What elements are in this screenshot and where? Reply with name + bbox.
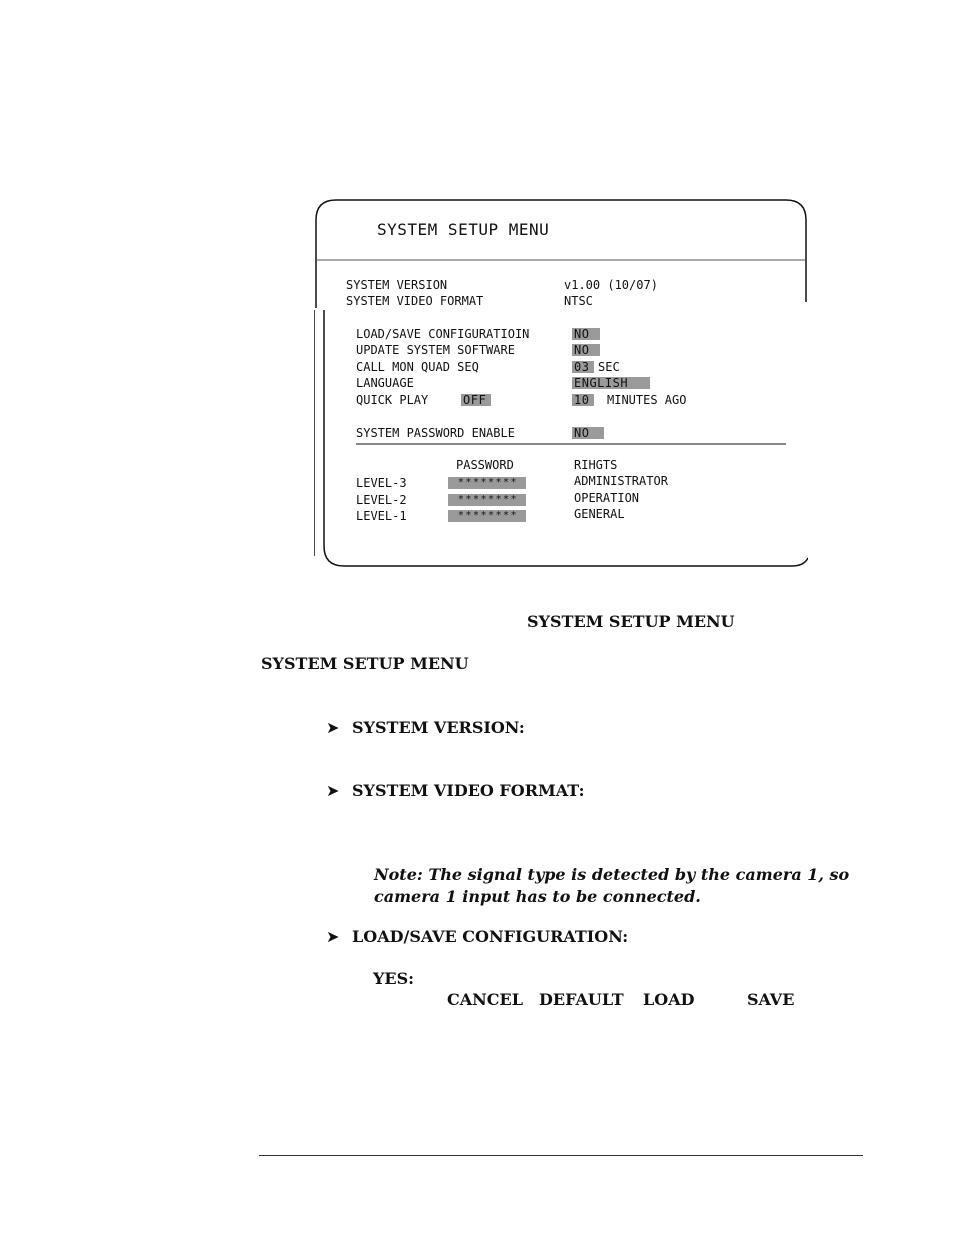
language-label: LANGUAGE [356, 376, 414, 390]
level-1-rights: GENERAL [574, 507, 625, 521]
update-software-label: UPDATE SYSTEM SOFTWARE [356, 343, 515, 357]
load-save-label: LOAD/SAVE CONFIGURATIOIN [356, 327, 530, 341]
password-enable-value[interactable]: NO [572, 427, 604, 439]
video-format-label: SYSTEM VIDEO FORMAT [346, 294, 484, 308]
level-1-password[interactable]: ******** [448, 510, 526, 522]
arrow-bullet-icon: ➤ [326, 927, 340, 946]
level-3-password[interactable]: ******** [448, 477, 526, 489]
system-version-value: v1.00 (10/07) [564, 278, 658, 292]
section-intro: SYSTEM SETUP MENU [261, 654, 469, 673]
load-save-value[interactable]: NO [572, 328, 600, 340]
password-column-header: PASSWORD [456, 458, 514, 472]
update-software-value[interactable]: NO [572, 344, 600, 356]
menu-title: SYSTEM SETUP MENU [377, 220, 550, 239]
item-load-save: LOAD/SAVE CONFIGURATION: [352, 927, 629, 946]
level-2-rights: OPERATION [574, 491, 640, 505]
quick-play-unit: MINUTES AGO [607, 393, 687, 407]
option-default: DEFAULT [539, 990, 624, 1009]
level-1-label: LEVEL-1 [356, 509, 407, 523]
level-3-label: LEVEL-3 [356, 476, 407, 490]
quick-play-minutes[interactable]: 10 [572, 394, 594, 406]
item-video-format: SYSTEM VIDEO FORMAT: [352, 781, 585, 800]
option-load: LOAD [643, 990, 695, 1009]
option-yes: YES: [373, 969, 415, 988]
option-save: SAVE [747, 990, 795, 1009]
rights-column-header: RIHGTS [574, 458, 618, 472]
figure-caption: SYSTEM SETUP MENU [527, 612, 735, 631]
signal-note: Note: The signal type is detected by the camera 1, so camera 1 input has to be connected. [374, 865, 850, 906]
quick-play-toggle[interactable]: OFF [461, 394, 491, 406]
system-setup-menu-screenshot [314, 198, 808, 568]
quick-play-label: QUICK PLAY [356, 393, 429, 407]
password-enable-label: SYSTEM PASSWORD ENABLE [356, 426, 515, 440]
footer-divider [259, 1155, 863, 1156]
system-version-label: SYSTEM VERSION [346, 278, 448, 292]
call-mon-quad-seq-label: CALL MON QUAD SEQ [356, 360, 479, 374]
option-cancel: CANCEL [447, 990, 523, 1009]
level-2-label: LEVEL-2 [356, 493, 407, 507]
level-3-rights: ADMINISTRATOR [574, 474, 668, 488]
call-mon-quad-seq-value[interactable]: 03 [572, 361, 594, 373]
item-system-version: SYSTEM VERSION: [352, 718, 525, 737]
video-format-value: NTSC [564, 294, 593, 308]
arrow-bullet-icon: ➤ [326, 718, 340, 737]
call-mon-quad-seq-unit: SEC [598, 360, 620, 374]
arrow-bullet-icon: ➤ [326, 781, 340, 800]
level-2-password[interactable]: ******** [448, 494, 526, 506]
language-value[interactable]: ENGLISH [572, 377, 650, 389]
